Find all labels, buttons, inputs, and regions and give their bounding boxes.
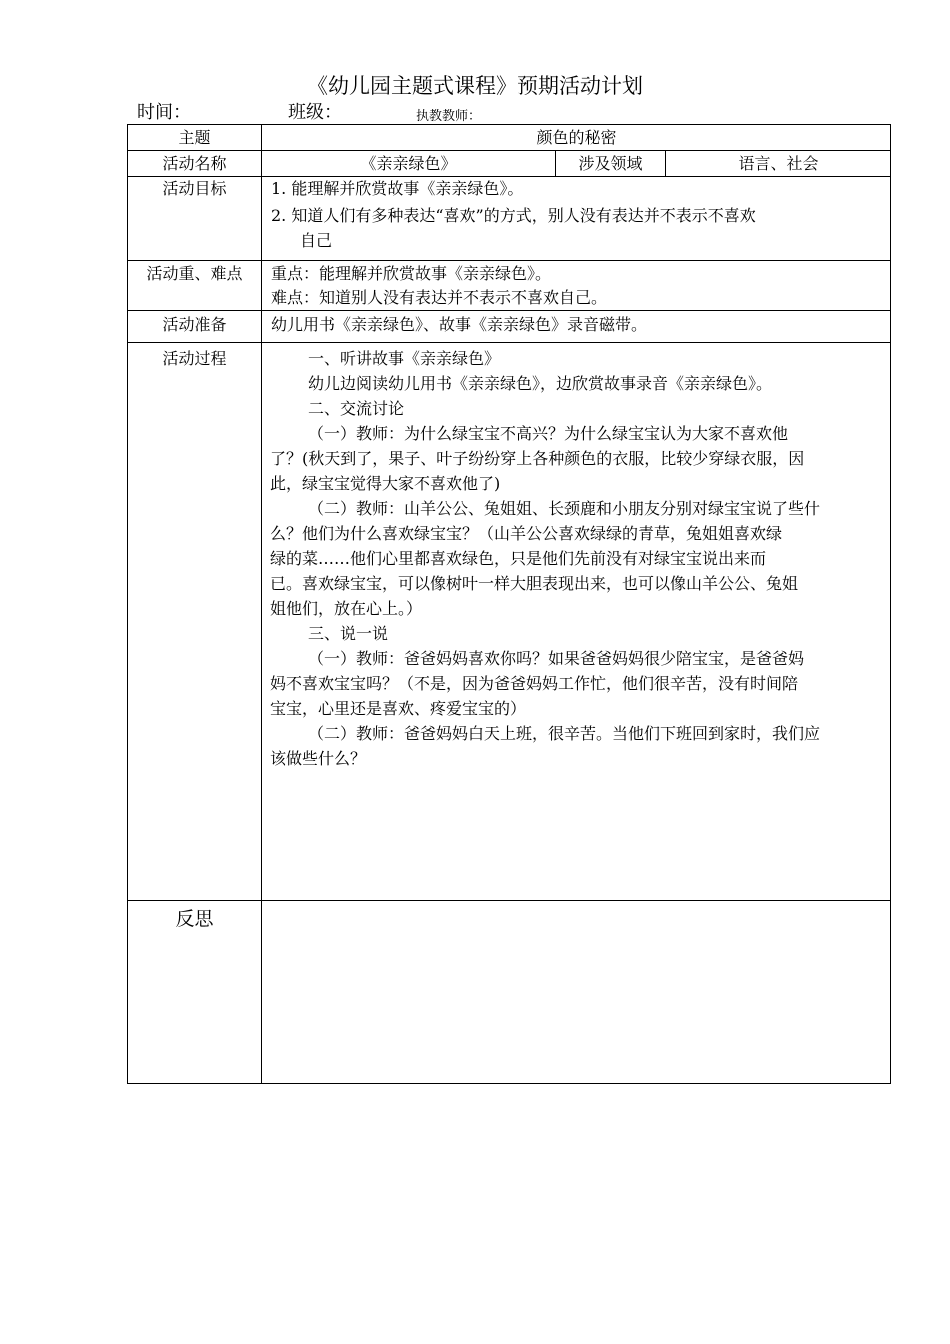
row-divider	[128, 260, 890, 261]
activity-name-value: 《亲亲绿色》	[360, 154, 457, 173]
process-line: 已。喜欢绿宝宝，可以像树叶一样大胆表现出来，也可以像山羊公公、兔姐	[270, 574, 799, 593]
difficult-point: 难点：知道别人没有表达并不表示不喜欢自己。	[271, 288, 608, 307]
prep-label: 活动准备	[162, 315, 227, 334]
theme-value: 颜色的秘密	[536, 128, 617, 147]
goal-item: 2. 知道人们有多种表达“喜欢”的方式，别人没有表达并不表示不喜欢	[271, 206, 756, 225]
goal-item-continued: 自己	[300, 231, 333, 250]
domain-value: 语言、社会	[738, 154, 819, 173]
class-label: 班级：	[288, 102, 342, 123]
theme-label: 主题	[178, 128, 211, 147]
process-line: （二）教师：爸爸妈妈白天上班，很辛苦。当他们下班回到家时，我们应	[308, 724, 821, 743]
process-line: 姐他们，放在心上。）	[270, 599, 423, 618]
reflection-label: 反思	[175, 908, 214, 930]
time-label: 时间：	[137, 102, 191, 123]
prep-value: 幼儿用书《亲亲绿色》、故事《亲亲绿色》录音磁带。	[271, 315, 648, 334]
process-line: 该做些什么？	[270, 749, 367, 768]
document-title: 《幼儿园主题式课程》预期活动计划	[307, 74, 643, 98]
process-line: 绿的菜……他们心里都喜欢绿色，只是他们先前没有对绿宝宝说出来而	[270, 549, 767, 568]
row-divider	[128, 342, 890, 343]
row-divider	[128, 310, 890, 311]
process-line: 此，绿宝宝觉得大家不喜欢他了)	[270, 474, 501, 493]
row-divider	[128, 150, 890, 151]
key-point: 重点：能理解并欣赏故事《亲亲绿色》。	[271, 264, 552, 283]
process-line: 二、交流讨论	[308, 399, 405, 418]
process-line: 幼儿边阅读幼儿用书《亲亲绿色》，边欣赏故事录音《亲亲绿色》。	[308, 374, 773, 393]
process-line: 三、说一说	[308, 624, 389, 643]
goal-item: 1. 能理解并欣赏故事《亲亲绿色》。	[271, 179, 524, 198]
activity-name-label: 活动名称	[162, 154, 227, 173]
process-line: 妈不喜欢宝宝吗？（不是，因为爸爸妈妈工作忙，他们很辛苦，没有时间陪	[270, 674, 799, 693]
keypoints-label: 活动重、难点	[146, 264, 243, 283]
process-line: 一、听讲故事《亲亲绿色》	[308, 349, 501, 368]
process-line: 宝宝，心里还是喜欢、疼爱宝宝的）	[270, 699, 527, 718]
domain-label: 涉及领域	[578, 154, 643, 173]
process-label: 活动过程	[162, 349, 227, 368]
reflection-area	[262, 901, 890, 1083]
process-line: 了？(秋天到了，果子、叶子纷纷穿上各种颜色的衣服，比较少穿绿衣服，因	[270, 449, 805, 468]
process-line: 么？他们为什么喜欢绿宝宝？（山羊公公喜欢绿绿的青草，兔姐姐喜欢绿	[270, 524, 783, 543]
process-line: （一）教师：为什么绿宝宝不高兴？为什么绿宝宝认为大家不喜欢他	[308, 424, 789, 443]
process-line: （二）教师：山羊公公、兔姐姐、长颈鹿和小朋友分别对绿宝宝说了些什	[308, 499, 821, 518]
goals-label: 活动目标	[162, 179, 227, 198]
teacher-label: 执教教师：	[416, 109, 482, 124]
process-line: （一）教师：爸爸妈妈喜欢你吗？如果爸爸妈妈很少陪宝宝，是爸爸妈	[308, 649, 805, 668]
lesson-plan-table	[127, 124, 891, 1084]
